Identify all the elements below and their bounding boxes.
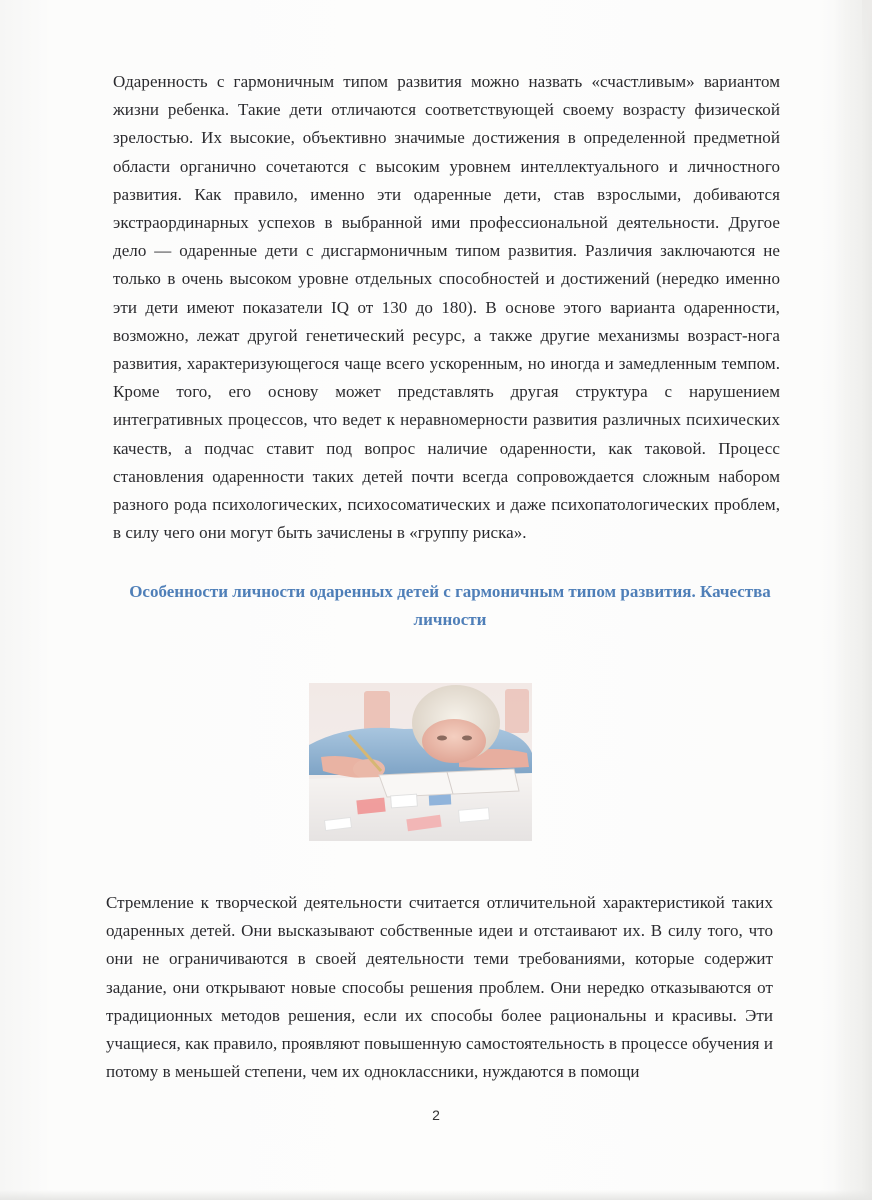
scan-shadow-bottom — [0, 1190, 872, 1200]
scan-fold-mark — [862, 0, 872, 60]
child-writing-photo — [309, 683, 532, 841]
page-number: 2 — [432, 1107, 440, 1123]
paragraph-giftedness-types: Одаренность с гармоничным типом развития можно назвать «счастливым» вариантом жизни ребенка. Такие дети отличаются соответствующей своему возрасту физической зрелостью. Их высокие, объективно значимые достижения в определенной предметной области органично сочетаются с высоким уровнем интеллектуального и личностного развития. Как правило, именно эти одаренные дети, став взрослыми, добиваются экстраординарных успехов в выбранной ими профессиональной деятельности. Другое дело — одаренные дети с дисгармоничным типом развития. Различия заключаются не только в очень высоком уровне отдельных способностей и достижений (нередко именно эти дети имеют показатели IQ от 130 до 180). В основе этого варианта одаренности, возможно, лежат другой генетический ресурс, а также другие механизмы возраст-нога развития, характеризующегося чаще всего ускоренным, но иногда и замедленным темпом. Кроме того, его основу может представлять другая структура с нарушением интегративных процессов, что ведет к неравномерности развития различных психических качеств, а подчас ставит под вопрос наличие одаренности, как таковой. Процесс становления одаренности таких детей почти всегда сопровождается сложным набором разного рода психологических, психосоматических и даже психопатологических проблем, в силу чего они могут быть зачислены в «группу риска». — [113, 72, 780, 543]
scan-shadow-right — [834, 0, 872, 1200]
paragraph-creative-activity: Стремление к творческой деятельности считается отличительной характеристикой таких одаренных детей. Они высказывают собственные идеи и отстаивают их. В силу того, что они не ограничиваются в своей деятельности теми требованиями, которые содержит задание, они открывают новые способы решения проблем. Они нередко отказываются от традиционных методов решения, если их способы более рациональны и красивы. Эти учащиеся, как правило, проявляют повышенную самостоятельность в процессе обучения и потому в меньшей степени, чем их одноклассники, нуждаются в помощи — [106, 893, 773, 1082]
section-heading: Особенности личности одаренных детей с гармоничным типом развития. Качества личности — [129, 582, 771, 629]
